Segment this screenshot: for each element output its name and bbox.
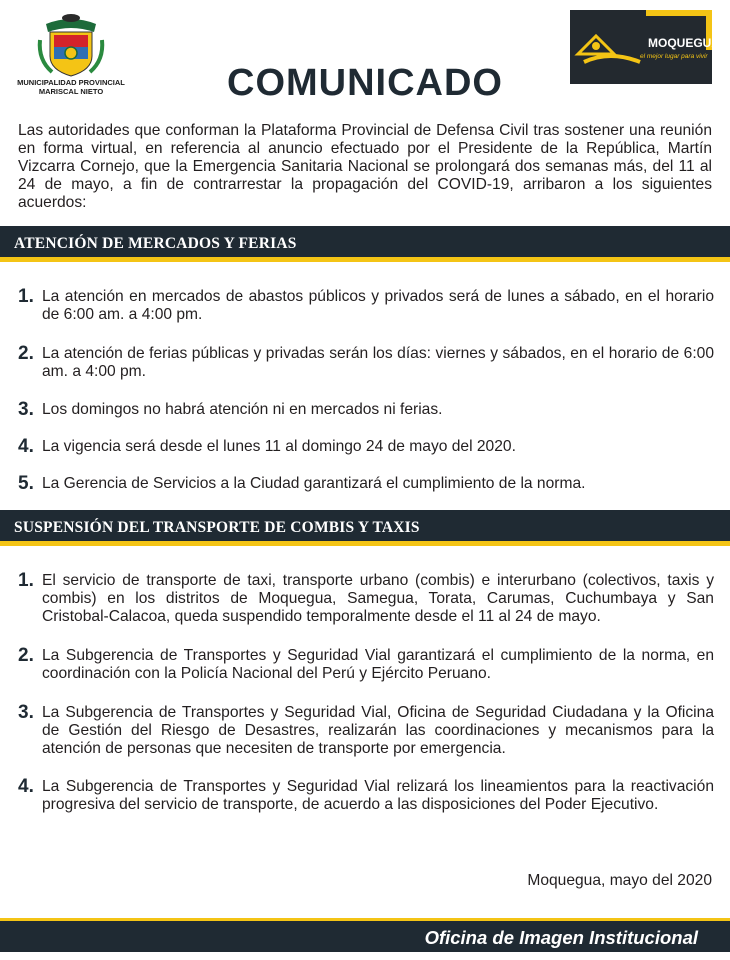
item-number: 1. <box>18 570 34 591</box>
list-item <box>18 572 714 626</box>
item-number: 3. <box>18 702 34 723</box>
list-item <box>18 288 714 324</box>
item-text: La Subgerencia de Transportes y Seguridad Vial garantizará el cumplimiento de la norma, en coordinación con la Policía Nacional del Perú y Ejército Peruano. <box>42 647 714 682</box>
header <box>0 0 730 120</box>
section-header-transport <box>0 510 730 546</box>
list-item <box>18 401 714 419</box>
intro-paragraph: Las autoridades que conforman la Plataforma Provincial de Defensa Civil tras sostener una reunión en forma virtual, en referencia al anuncio efectuado por el Presidente de la República, Martín Vizcarra Cornejo, que la Emergencia Sanitaria Nacional se prolongará dos semanas más, del 11 al 24 de mayo, a fin de contrarrestar la propagación del COVID-19, arribaron a los siguientes acuerdos: <box>18 122 712 211</box>
brand-name: MOQUEGUA <box>648 36 720 50</box>
item-number: 4. <box>18 436 34 457</box>
item-text: La atención de ferias públicas y privadas serán los días: viernes y sábados, en el horario de 6:00 am. a 4:00 pm. <box>42 345 714 380</box>
section-title: ATENCIÓN DE MERCADOS Y FERIAS <box>14 235 297 252</box>
item-text: La Subgerencia de Transportes y Seguridad Vial relizará los lineamientos para la reactivación progresiva del servicio de transporte, de acuerdo a las disposiciones del Poder Ejecutivo. <box>42 778 714 813</box>
list-item <box>18 438 714 456</box>
item-number: 2. <box>18 343 34 364</box>
signoff-date: Moquegua, mayo del 2020 <box>527 872 712 889</box>
municipality-line-1: MUNICIPALIDAD PROVINCIAL <box>17 78 125 87</box>
section-header-markets <box>0 226 730 262</box>
item-number: 3. <box>18 399 34 420</box>
item-number: 4. <box>18 776 34 797</box>
item-text: La atención en mercados de abastos públicos y privados será de lunes a sábado, en el horario de 6:00 am. a 4:00 pm. <box>42 288 714 323</box>
section-title: SUSPENSIÓN DEL TRANSPORTE DE COMBIS Y TAXIS <box>14 519 420 536</box>
list-item <box>18 647 714 683</box>
municipality-line-2: MARISCAL NIETO <box>38 87 104 96</box>
list-item <box>18 778 714 814</box>
brand-tagline: el mejor lugar para vivir <box>640 53 708 60</box>
item-number: 5. <box>18 473 34 494</box>
item-text: La Subgerencia de Transportes y Seguridad Vial, Oficina de Seguridad Ciudadana y la Oficina de Gestión del Riesgo de Desastres, realizarán las coordinaciones y mecanismos para la atención de personas que necesiten de transporte por emergencia. <box>42 704 714 757</box>
item-text: La vigencia será desde el lunes 11 al domingo 24 de mayo del 2020. <box>42 438 516 455</box>
list-item <box>18 475 714 493</box>
item-text: La Gerencia de Servicios a la Ciudad garantizará el cumplimiento de la norma. <box>42 475 586 492</box>
item-number: 1. <box>18 286 34 307</box>
item-number: 2. <box>18 645 34 666</box>
list-item <box>18 704 714 758</box>
list-item <box>18 345 714 381</box>
page-title: COMUNICADO <box>227 62 503 104</box>
footer-office-name: Oficina de Imagen Institucional <box>424 927 698 948</box>
footer-bar <box>0 918 730 952</box>
moquegua-brand-logo <box>570 10 720 84</box>
item-text: El servicio de transporte de taxi, transporte urbano (combis) e interurbano (colectivos, taxis y combis) en los distritos de Moquegua, Samegua, Torata, Carumas, Cuchumbaya y San Cristobal-Calacoa, queda suspendido temporalmente desde el 11 al 24 de mayo. <box>42 572 714 625</box>
item-text: Los domingos no habrá atención ni en mercados ni ferias. <box>42 401 443 418</box>
